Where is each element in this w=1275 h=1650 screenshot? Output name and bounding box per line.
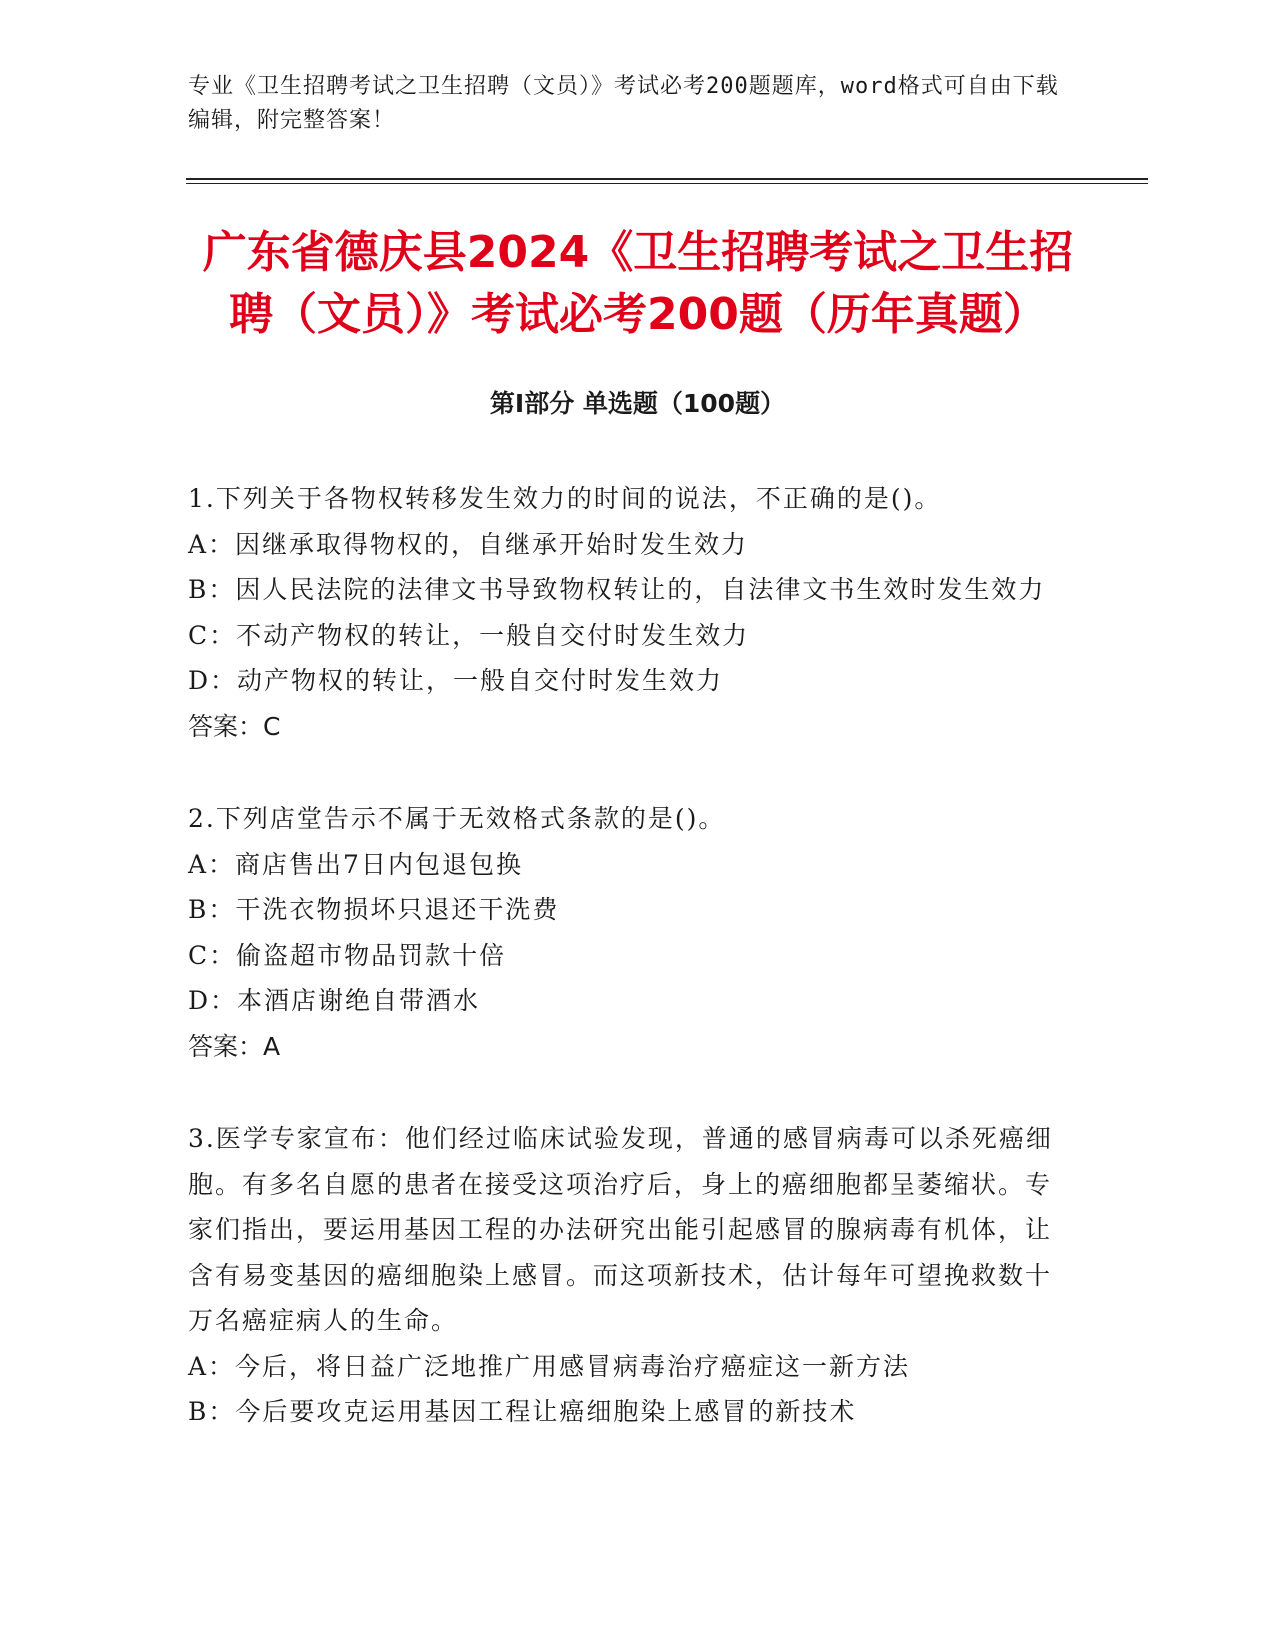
header-note: 专业《卫生招聘考试之卫生招聘（文员）》考试必考200题题库，word格式可自由下载编辑，附完整答案！ [188, 74, 1059, 133]
option-a: A：因继承取得物权的，自继承开始时发生效力 [188, 529, 749, 559]
question-list [188, 476, 1068, 1482]
question-stem: 2.下列店堂告示不属于无效格式条款的是()。 [188, 804, 726, 833]
header-divider-thin [186, 183, 1148, 184]
option-d: D：本酒店谢绝自带酒水 [188, 986, 481, 1015]
option-c: C：偷盗超市物品罚款十倍 [188, 940, 507, 970]
answer-label: 答案：C [188, 711, 281, 741]
document-title: 广东省德庆县2024《卫生招聘考试之卫生招聘（文员）》考试必考200题（历年真题） [202, 227, 1074, 340]
option-b: B：干洗衣物损坏只退还干洗费 [188, 895, 560, 924]
header-divider-thick [186, 178, 1148, 180]
option-d: D：动产物权的转让，一般自交付时发生效力 [188, 666, 724, 695]
question-item [188, 476, 1068, 749]
option-b: B：因人民法院的法律文书导致物权转让的，自法律文书生效时发生效力 [188, 575, 1046, 604]
section-heading: 第I部分 单选题（100题） [489, 389, 786, 418]
option-a: A：商店售出7日内包退包换 [188, 849, 523, 879]
option-c: C：不动产物权的转让，一般自交付时发生效力 [188, 620, 750, 650]
option-a: A：今后，将日益广泛地推广用感冒病毒治疗癌症这一新方法 [188, 1351, 911, 1381]
option-b: B：今后要攻克运用基因工程让癌细胞染上感冒的新技术 [188, 1397, 857, 1426]
answer-label: 答案：A [188, 1031, 281, 1061]
question-stem: 1.下列关于各物权转移发生效力的时间的说法，不正确的是()。 [188, 484, 942, 513]
question-item [188, 1116, 1068, 1435]
question-item [188, 796, 1068, 1069]
question-stem: 3.医学专家宣布：他们经过临床试验发现，普通的感冒病毒可以杀死癌细胞。有多名自愿的患者在接受这项治疗后，身上的癌细胞都呈萎缩状。专家们指出，要运用基因工程的办法研究出能引起感冒的腺病毒有机体，让含有易变基因的癌细胞染上感冒。而这项新技术，估计每年可望挽救数十万名癌症病人的生命。 [188, 1124, 1053, 1335]
